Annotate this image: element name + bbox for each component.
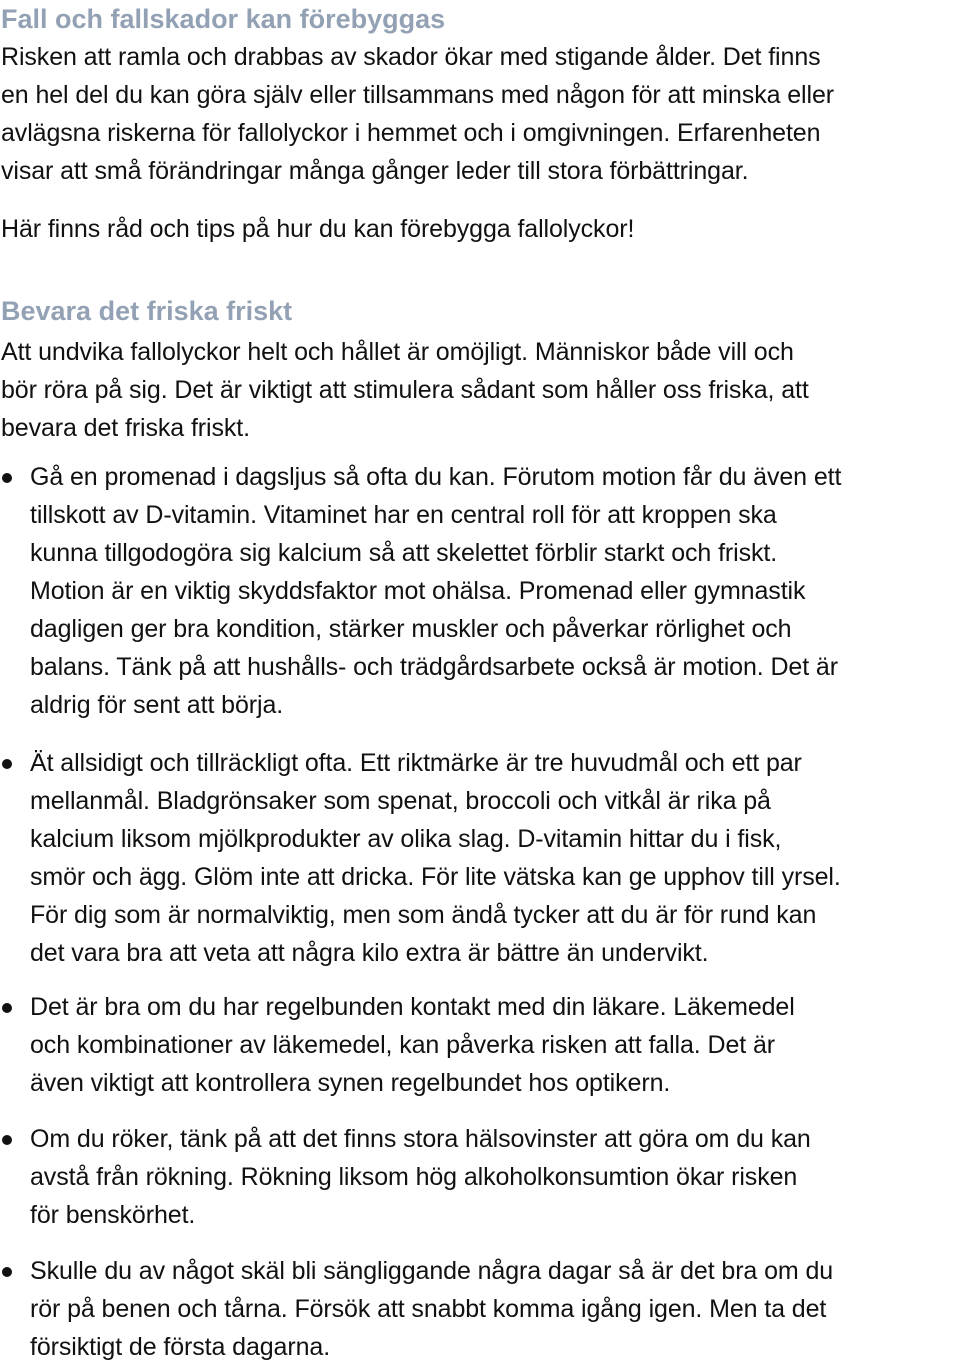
bullet-text (30, 1252, 833, 1366)
bullet-line: Om du röker, tänk på att det finns stora hälsovinster att göra om du kan (30, 1125, 811, 1153)
intro-line: visar att små förändringar många gånger leder till stora förbättringar. (1, 157, 749, 185)
bevara-line: Att undvika fallolyckor helt och hållet är omöjligt. Människor både vill och (1, 338, 794, 366)
bullet-line: dagligen ger bra kondition, stärker muskler och påverkar rörlighet och (30, 615, 792, 643)
bullet-line: Skulle du av något skäl bli sängliggande några dagar så är det bra om du (30, 1257, 834, 1285)
bullet-line: aldrig för sent att börja. (30, 691, 284, 719)
bevara-line: bör röra på sig. Det är viktigt att stimulera sådant som håller oss friska, att (1, 376, 809, 404)
bullet-line: balans. Tänk på att hushålls- och trädgårdsarbete också är motion. Det är (30, 653, 838, 681)
bullet-dot-icon (2, 473, 12, 483)
bullet-line: även viktigt att kontrollera synen regelbundet hos optikern. (30, 1069, 671, 1097)
intro-line: avlägsna riskerna för fallolyckor i hemmet och i omgivningen. Erfarenheten (1, 119, 821, 147)
bullet-line: avstå från rökning. Rökning liksom hög alkoholkonsumtion ökar risken (30, 1163, 798, 1191)
bevara-line: bevara det friska friskt. (1, 414, 250, 442)
bullet-dot-icon (2, 759, 12, 769)
intro-line: en hel del du kan göra själv eller tillsammans med någon för att minska eller (1, 81, 834, 109)
bullet-dot-icon (2, 1267, 12, 1277)
bullet-dot-icon (2, 1135, 12, 1145)
bullet-line: mellanmål. Bladgrönsaker som spenat, broccoli och vitkål är rika på (30, 787, 771, 815)
bevara-paragraph (1, 333, 809, 447)
bullet-text (30, 458, 841, 724)
bullet-line: Gå en promenad i dagsljus så ofta du kan. Förutom motion får du även ett (30, 463, 842, 491)
bullet-text (30, 1120, 811, 1234)
intro-paragraph (1, 38, 834, 190)
bullet-line: smör och ägg. Glöm inte att dricka. För lite vätska kan ge upphov till yrsel. (30, 863, 841, 891)
bullet-line: och kombinationer av läkemedel, kan påverka risken att falla. Det är (30, 1031, 775, 1059)
section-heading-bevara: Bevara det friska friskt (1, 296, 293, 326)
bullet-line: försiktigt de första dagarna. (30, 1333, 331, 1361)
bullet-line: Ät allsidigt och tillräckligt ofta. Ett riktmärke är tre huvudmål och ett par (30, 749, 802, 777)
section-heading-fall: Fall och fallskador kan förebyggas (1, 4, 446, 34)
bullet-dot-icon (2, 1003, 12, 1013)
bullet-line: för benskörhet. (30, 1201, 196, 1229)
bullet-line: det vara bra att veta att några kilo extra är bättre än undervikt. (30, 939, 709, 967)
tips-line: Här finns råd och tips på hur du kan förebygga fallolyckor! (1, 215, 635, 243)
bullet-line: För dig som är normalviktig, men som ändå tycker att du är för rund kan (30, 901, 817, 929)
bullet-text (30, 744, 841, 972)
intro-line: Risken att ramla och drabbas av skador ökar med stigande ålder. Det finns (1, 43, 821, 71)
bullet-line: kunna tillgodogöra sig kalcium så att skelettet förblir starkt och friskt. (30, 539, 778, 567)
bullet-line: rör på benen och tårna. Försök att snabbt komma igång igen. Men ta det (30, 1295, 827, 1323)
bullet-line: Motion är en viktig skyddsfaktor mot ohälsa. Promenad eller gymnastik (30, 577, 806, 605)
bullet-line: Det är bra om du har regelbunden kontakt med din läkare. Läkemedel (30, 993, 795, 1021)
tips-paragraph (1, 210, 634, 248)
bullet-text (30, 988, 795, 1102)
bullet-line: kalcium liksom mjölkprodukter av olika slag. D-vitamin hittar du i fisk, (30, 825, 782, 853)
bullet-line: tillskott av D-vitamin. Vitaminet har en central roll för att kroppen ska (30, 501, 777, 529)
